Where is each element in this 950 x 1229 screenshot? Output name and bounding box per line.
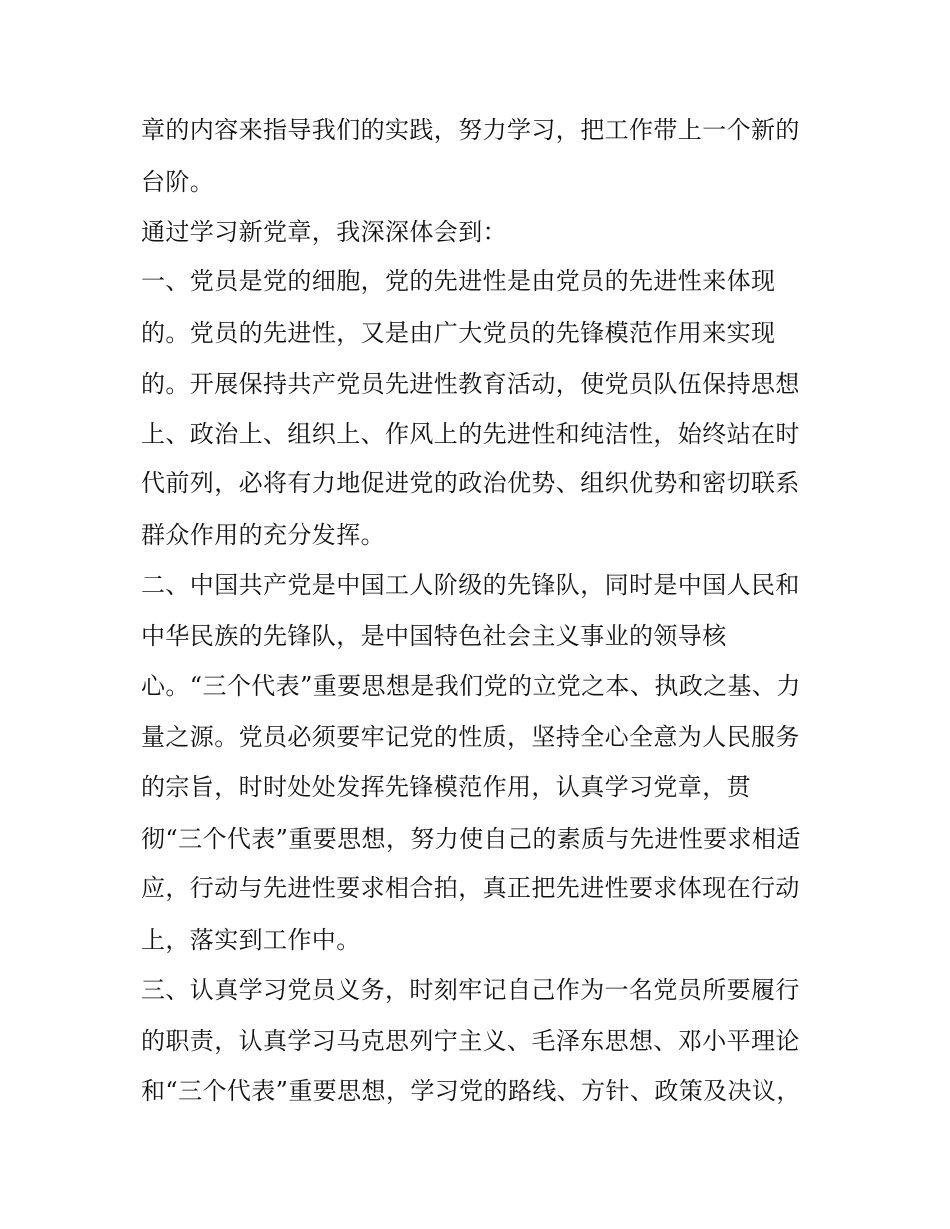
text-line: 的。开展保持共产党员先进性教育活动，使党员队伍保持思想: [141, 370, 800, 398]
text-line: 中华民族的先锋队，是中国特色社会主义事业的领导核: [141, 622, 727, 650]
text-line: 的宗旨，时时处处发挥先锋模范作用，认真学习党章，贯: [141, 773, 751, 801]
text-line: 群众作用的充分发挥。: [141, 521, 385, 549]
text-line: 的职责，认真学习马克思列宁主义、毛泽东思想、邓小平理论: [141, 1027, 800, 1055]
text-line: 和“三个代表”重要思想，学习党的路线、方针、政策及决议，: [141, 1077, 801, 1105]
text-line: 上、政治上、组织上、作风上的先进性和纯洁性，始终站在时: [141, 420, 800, 448]
text-line: 量之源。党员必须要牢记党的性质，坚持全心全意为人民服务: [141, 723, 800, 751]
text-line: 应，行动与先进性要求相合拍，真正把先进性要求体现在行动: [141, 874, 800, 902]
text-line: 章的内容来指导我们的实践，努力学习，把工作带上一个新的: [141, 116, 800, 144]
text-line: 心。“三个代表”重要思想是我们党的立党之本、执政之基、力: [141, 672, 801, 700]
text-line: 通过学习新党章，我深深体会到：: [141, 218, 507, 246]
text-line: 二、中国共产党是中国工人阶级的先锋队，同时是中国人民和: [141, 571, 800, 599]
text-line: 上，落实到工作中。: [141, 926, 361, 954]
text-line: 的。党员的先进性，又是由广大党员的先锋模范作用来实现: [141, 319, 776, 347]
text-line: 代前列，必将有力地促进党的政治优势、组织优势和密切联系: [141, 469, 800, 497]
text-line: 彻“三个代表”重要思想，努力使自己的素质与先进性要求相适: [141, 825, 801, 853]
text-line: 台阶。: [141, 168, 215, 196]
text-line: 三、认真学习党员义务，时刻牢记自己作为一名党员所要履行: [141, 976, 800, 1004]
text-line: 一、党员是党的细胞，党的先进性是由党员的先进性来体现: [141, 267, 776, 295]
